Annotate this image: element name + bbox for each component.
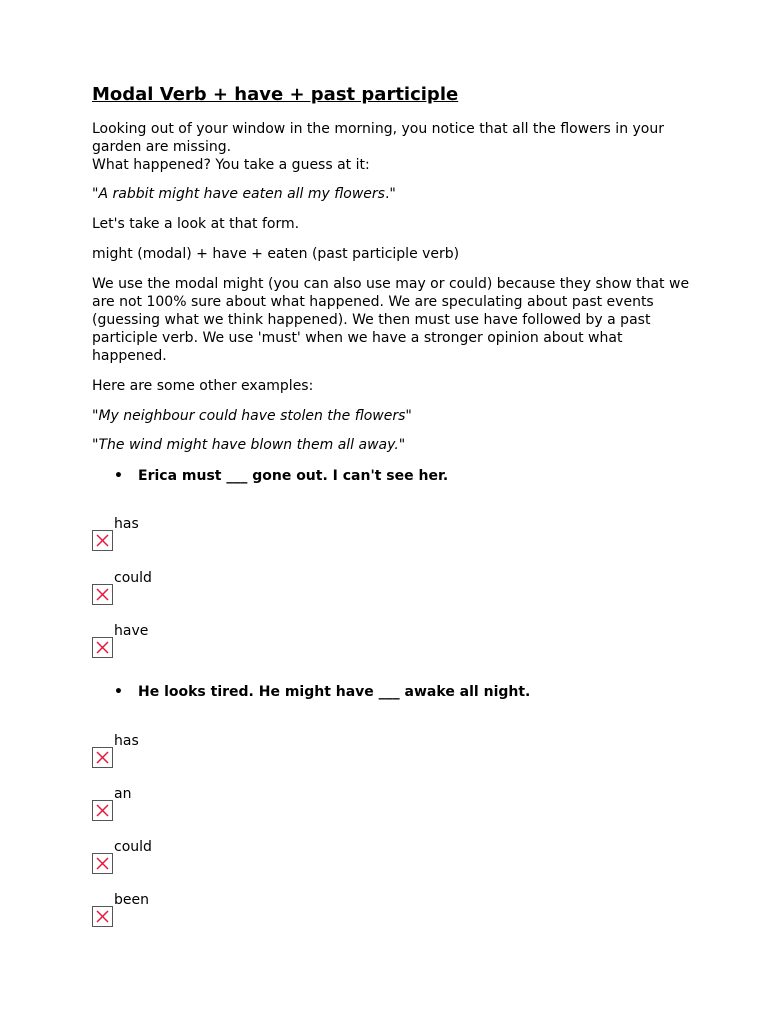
option-label: could [114, 570, 152, 586]
example-quote-text: A rabbit might have eaten all my flowers [98, 186, 385, 202]
bullet-icon: • [114, 684, 123, 700]
broken-image-x-icon [96, 910, 109, 923]
option-label: an [114, 786, 132, 802]
example-quote-1: "A rabbit might have eaten all my flowers." [92, 186, 396, 202]
broken-image-x-icon [96, 588, 109, 601]
answer-checkbox[interactable] [92, 800, 113, 821]
question-2-text: He looks tired. He might have ___ awake all night. [138, 684, 531, 700]
explanation-paragraph: We use the modal might (you can also use may or could) because they show that we are not 100% sure about what happened. We are speculating about past events (guessing what we think happened). We then must use have followed by a past participle verb. We use 'must' when we have a stronger opinion about what happened. [92, 276, 690, 364]
answer-checkbox[interactable] [92, 584, 113, 605]
broken-image-x-icon [96, 804, 109, 817]
question-2 [114, 683, 530, 701]
option-label: been [114, 892, 149, 908]
question-2-option-2[interactable] [92, 786, 212, 826]
example-quote-2: "My neighbour could have stolen the flowers" [92, 408, 412, 424]
answer-checkbox[interactable] [92, 637, 113, 658]
example-quote-3-text: The wind might have blown them all away. [98, 437, 399, 453]
bullet-icon: • [114, 468, 123, 484]
form-text: might (modal) + have + eaten (past participle verb) [92, 246, 460, 262]
question-1-option-2[interactable] [92, 570, 212, 610]
option-label: has [114, 733, 139, 749]
other-examples-intro: Here are some other examples: [92, 378, 314, 394]
question-2-option-3[interactable] [92, 839, 212, 879]
answer-checkbox[interactable] [92, 530, 113, 551]
option-label: have [114, 623, 149, 639]
question-2-option-1[interactable] [92, 733, 212, 773]
broken-image-x-icon [96, 751, 109, 764]
intro-line-2: What happened? You take a guess at it: [92, 157, 370, 173]
intro-line-1: Looking out of your window in the morning, you notice that all the flowers in your garden are missing. [92, 121, 664, 155]
broken-image-x-icon [96, 534, 109, 547]
page-title: Modal Verb + have + past participle [92, 84, 459, 105]
example-quote-2-text: My neighbour could have stolen the flowers [98, 408, 406, 424]
example-quote-3: "The wind might have blown them all away." [92, 437, 406, 453]
intro-paragraph [92, 120, 692, 174]
question-1-text: Erica must ___ gone out. I can't see her. [138, 468, 449, 484]
question-1-option-3[interactable] [92, 623, 212, 663]
question-1-option-1[interactable] [92, 516, 212, 556]
broken-image-x-icon [96, 641, 109, 654]
question-2-option-4[interactable] [92, 892, 212, 932]
question-1 [114, 467, 448, 485]
answer-checkbox[interactable] [92, 853, 113, 874]
option-label: could [114, 839, 152, 855]
option-label: has [114, 516, 139, 532]
answer-checkbox[interactable] [92, 747, 113, 768]
lets-look-text: Let's take a look at that form. [92, 216, 300, 232]
answer-checkbox[interactable] [92, 906, 113, 927]
broken-image-x-icon [96, 857, 109, 870]
